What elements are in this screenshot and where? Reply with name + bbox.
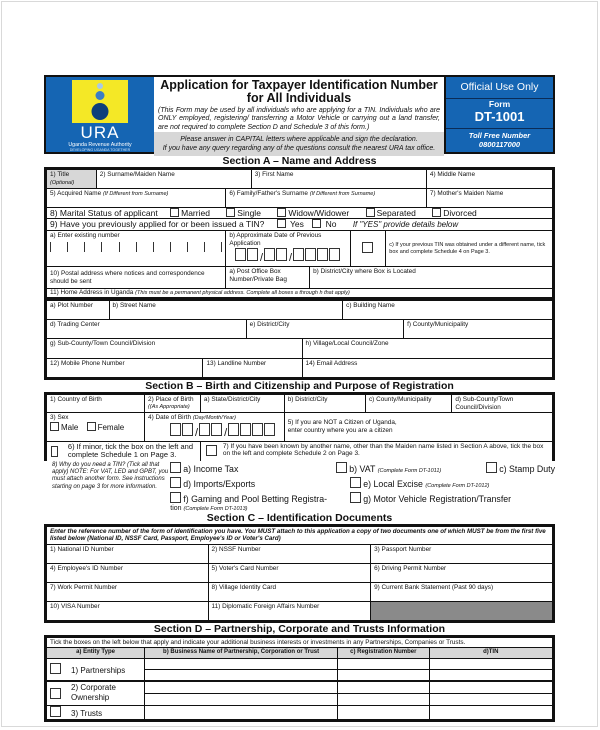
other-name-checkbox-row[interactable]: 7) If you have been known by another name, other than the Maiden name listed in Section A above, tick the box on the left and complete Schedule 2 on Page 3. [200,441,553,461]
purpose-motor-vehicle[interactable]: g) Motor Vehicle Registration/Transfer [350,492,511,505]
corporate-name-2[interactable] [145,693,338,705]
logo-tagline: DEVELOPING UGANDA TOGETHER [69,148,131,152]
toll-free-number: 0800117000 [478,140,521,149]
partnership-tin-1[interactable] [429,658,553,669]
bank-statement-field[interactable]: 9) Current Bank Statement (Past 90 days) [371,582,554,601]
col-registration-number: c) Registration Number [338,648,429,659]
partnership-tin-2[interactable] [429,669,553,681]
place-of-birth-label: 2) Place of Birth ((As Appropriate) [145,394,201,413]
partnership-reg-1[interactable] [338,658,429,669]
plot-number-field[interactable]: a) Plot Number [46,301,110,320]
col-tin: d)TIN [429,648,553,659]
surname-field[interactable]: 2) Surname/Maiden Name [96,169,251,189]
minor-checkbox-row[interactable]: 6) If minor, tick the box on the left and complete Schedule 1 on Page 3. [46,441,201,461]
form-instructions: Please answer in CAPITAL letters where applicable and sign the declaration. If you have any query regarding any of the questions consult the nearest URA tax office. [154,132,444,156]
entity-trusts[interactable]: 3) Trusts [46,705,145,720]
logo-name: Uganda Revenue Authority [68,142,132,148]
partnership-name-2[interactable] [145,669,338,681]
nssf-field[interactable]: 2) NSSF Number [208,544,371,563]
box-district-field[interactable]: b) District/City where Box is Located [310,267,554,289]
corporate-tin-1[interactable] [429,681,553,693]
village-id-field[interactable]: 8) Village Identity Card [208,582,371,601]
country-of-birth-field[interactable]: 1) Country of Birth [46,394,145,413]
marital-single[interactable]: Single [226,208,261,218]
mother-maiden-name-field[interactable]: 7) Mother's Maiden Name [426,189,553,208]
logo-emblem-icon [72,80,128,123]
middle-name-field[interactable]: 4) Middle Name [426,169,553,189]
trading-center-field[interactable]: d) Trading Center [46,320,247,339]
county-municipality-field[interactable]: f) County/Municipality [404,320,554,339]
title-field[interactable]: 1) Title (Optional) [46,169,97,189]
section-b-table [44,392,555,461]
col-business-name: b) Business Name of Partnership, Corporation or Trust [145,648,338,659]
work-permit-field[interactable]: 7) Work Permit Number [46,582,209,601]
section-c-table [44,524,555,623]
different-name-checkbox[interactable] [350,231,386,267]
national-id-field[interactable]: 1) National ID Number [46,544,209,563]
corporate-reg-1[interactable] [338,681,429,693]
trust-name[interactable] [145,705,338,720]
birth-county-field[interactable]: c) County/Municipality [365,394,451,413]
section-c-title: Section C – Identification Documents [206,511,393,524]
home-address-label: 11) Home Address in Uganda (This must be a permanent physical address. Complete all boxes a through h that apply) [46,289,554,299]
previous-application-date[interactable]: b) Approximate Date of Previous Application / / [226,231,350,267]
header-title-block [154,77,444,152]
corporate-reg-2[interactable] [338,693,429,705]
village-field[interactable]: h) Village/Local Council/Zone [302,339,553,359]
marital-status-row: 8) Marital Status of applicant Married Single Widow/Widower Separated Divorced [46,208,554,219]
section-a-title: Section A – Name and Address [222,155,377,167]
different-name-note: c) If your previous TIN was obtained under a different name, tick box and complete Schedule 4 on Page 3. [386,231,554,267]
sub-county-field[interactable]: g) Sub-County/Town Council/Division [46,339,303,359]
marital-divorced[interactable]: Divorced [432,208,477,218]
marital-widow[interactable]: Widow/Widower [277,208,349,218]
form-number: DT-1001 [474,109,525,124]
trust-tin[interactable] [429,705,553,720]
birth-district-field[interactable]: b) District/City [284,394,365,413]
logo-abbrev: URA [80,123,120,142]
street-name-field[interactable]: b) Street Name [109,301,343,320]
purpose-gaming-betting[interactable]: f) Gaming and Pool Betting Registra- [170,492,350,505]
corporate-name-1[interactable] [145,681,338,693]
citizenship-field[interactable]: 5) If you are NOT a Citizen of Uganda, enter country where you are a citizen [284,413,553,442]
purpose-income-tax[interactable]: a) Income Tax [170,462,336,477]
building-name-field[interactable]: c) Building Name [343,301,554,320]
driving-permit-field[interactable]: 6) Driving Permit Number [371,563,554,582]
mobile-phone-field[interactable]: 12) Mobile Phone Number [46,359,203,379]
diplomatic-field[interactable]: 11) Diplomatic Foreign Affairs Number [208,601,371,621]
sex-female-checkbox[interactable]: Female [87,423,125,432]
section-c-intro: Enter the reference number of the form of identification you have. You MUST attach to this application a copy of two documents one of which MUST be from the first five listed below (National ID, NSSF Card, Passport, Employee's ID or Voter's Card) [46,525,554,544]
tin-purpose-note: 8) Why do you need a TIN? (Tick all that apply) NOTE: For VAT, LED and GPBT, you must attach another form. See instructions starting on page 3 for more information. [52,461,169,490]
purpose-vat[interactable]: b) VAT (Complete Form DT-1011) [336,462,486,477]
previous-tin-row: 9) Have you previously applied for or been issued a TIN? Yes No If "YES" provide details below [46,219,554,231]
toll-free-block: Toll Free Number 0800117000 [446,129,553,149]
official-use-label: Official Use Only [446,77,553,99]
blank-shaded-cell [371,601,554,621]
form-title: Application for Taxpayer Identification Number for All Individuals [160,78,438,105]
section-a-address-table [44,300,555,380]
tin-purpose-options: a) Income Tax b) VAT (Complete Form DT-1011) c) Stamp Duty d) Imports/Exports e) Local Excise (Complete Form DT-1012) f) Gaming and Pool Betting Registra- g) Motor Vehicle Registration/Transfer tion (Complete Form DT-1013) [170,463,555,512]
landline-field[interactable]: 13) Landline Number [203,359,302,379]
existing-tin-field[interactable]: a) Enter existing number [46,231,226,267]
purpose-local-excise[interactable]: e) Local Excise (Complete Form DT-1012) [350,477,489,492]
col-entity-type: a) Entity Type [46,648,145,659]
section-d-intro: Tick the boxes on the left below that apply and indicate your additional business interests or investments in any Partnerships, Companies or Trusts. [46,636,554,648]
passport-field[interactable]: 3) Passport Number [371,544,554,563]
section-d-table [44,635,555,722]
birth-state-field[interactable]: a) State/District/City [200,394,284,413]
visa-field[interactable]: 10) VISA Number [46,601,209,621]
district-city-field[interactable]: e) District/City [246,320,403,339]
birth-subcounty-field[interactable]: d) Sub-County/Town Council/Division [452,394,554,413]
section-d-title: Section D – Partnership, Corporate and Trusts Information [153,622,446,635]
marital-married[interactable]: Married [170,208,210,218]
form-number-block: Form DT-1001 [446,99,553,129]
entity-partnerships[interactable]: 1) Partnerships [46,658,145,681]
ura-logo [46,77,154,152]
father-surname-field[interactable]: 6) Family/Father's Surname (If Different from Surname) [226,189,427,208]
voters-card-field[interactable]: 5) Voter's Card Number [208,563,371,582]
official-use-panel [444,77,553,152]
employee-id-field[interactable]: 4) Employee's ID Number [46,563,209,582]
trust-reg[interactable] [338,705,429,720]
corporate-tin-2[interactable] [429,693,553,705]
previous-tin-no[interactable]: No [312,219,336,229]
sex-field: 3) Sex Male Female [46,413,145,442]
previous-tin-yes[interactable]: Yes [277,219,304,229]
marital-separated[interactable]: Separated [366,208,416,218]
form-note: (This Form may be used by all individuals who are applying for a TIN. Individuals who are ONLY employed, registering/ transferring a Motor Vehicle or carrying out a land transfer, are not required to complete Section D and Schedule 3 of this form.) [158,107,440,131]
purpose-imports-exports[interactable]: d) Imports/Exports [170,477,350,492]
partnership-name-1[interactable] [145,658,338,669]
date-of-birth-field[interactable]: 4) Date of Birth (Day/Month/Year) / / [145,413,285,442]
purpose-stamp-duty[interactable]: c) Stamp Duty [486,462,555,477]
partnership-reg-2[interactable] [338,669,429,681]
form-header [44,75,555,154]
section-b-title: Section B – Birth and Citizenship and Purpose of Registration [145,380,454,392]
tin-application-form [44,75,555,722]
tin-purpose-block [44,462,555,513]
po-box-field[interactable]: a) Post Office Box Number/Private Bag [226,267,310,289]
sex-male-checkbox[interactable]: Male [50,423,78,432]
email-field[interactable]: 14) Email Address [302,359,553,379]
entity-corporate-ownership[interactable]: 2) Corporate Ownership [46,681,145,705]
section-a-table [44,167,555,300]
first-name-field[interactable]: 3) First Name [251,169,426,189]
acquired-name-field[interactable]: 5) Acquired Name (If Different from Surname) [46,189,226,208]
postal-address-label: 10) Postal address where notices and correspondence should be sent [46,267,226,289]
